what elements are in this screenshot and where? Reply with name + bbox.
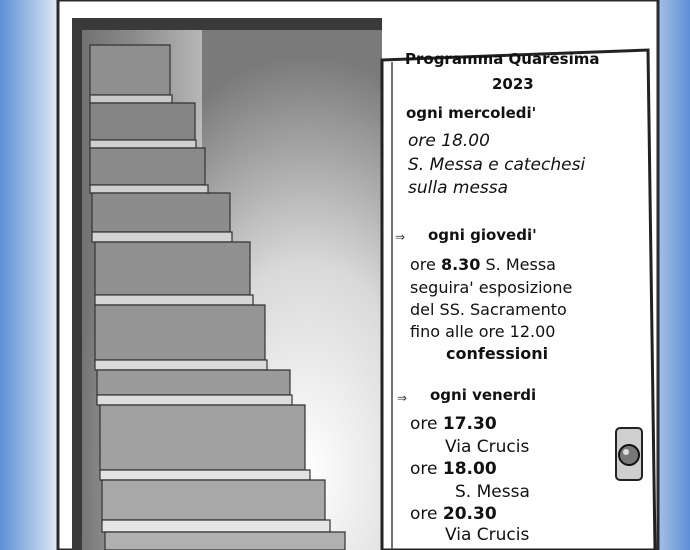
wednesday-time: ore 18.00 xyxy=(408,131,490,151)
thursday-line-3: del SS. Sacramento xyxy=(410,300,567,319)
friday-event-1: Via Crucis xyxy=(445,437,530,457)
friday-arrow-icon: ⇒ xyxy=(397,391,408,405)
thursday-time: 8.30 xyxy=(440,255,481,274)
title-line-1: Programma Quaresima xyxy=(405,50,600,68)
thursday-heading: ogni giovedi' xyxy=(428,226,537,244)
thursday-line-2: seguira' esposizione xyxy=(410,278,573,297)
wednesday-heading: ogni mercoledi' xyxy=(406,104,537,122)
door-lock-icon xyxy=(616,428,642,480)
friday-event-2: S. Messa xyxy=(455,482,530,502)
wednesday-desc-2: sulla messa xyxy=(408,178,509,198)
thursday-arrow-icon: ⇒ xyxy=(395,230,406,244)
wednesday-desc-1: S. Messa e catechesi xyxy=(408,155,586,175)
friday-event-3: Via Crucis xyxy=(445,525,530,545)
friday-time-2: ore 18.00 xyxy=(410,459,497,479)
friday-heading: ogni venerdi xyxy=(430,386,537,404)
title-line-2: 2023 xyxy=(492,75,534,93)
thursday-time-line: ore 8.30 S. Messa xyxy=(410,255,556,274)
friday-time-1: ore 17.30 xyxy=(410,414,497,434)
friday-time-3: ore 20.30 xyxy=(410,504,497,524)
thursday-confessions: confessioni xyxy=(446,344,549,363)
thursday-line-4: fino alle ore 12.00 xyxy=(410,322,556,341)
